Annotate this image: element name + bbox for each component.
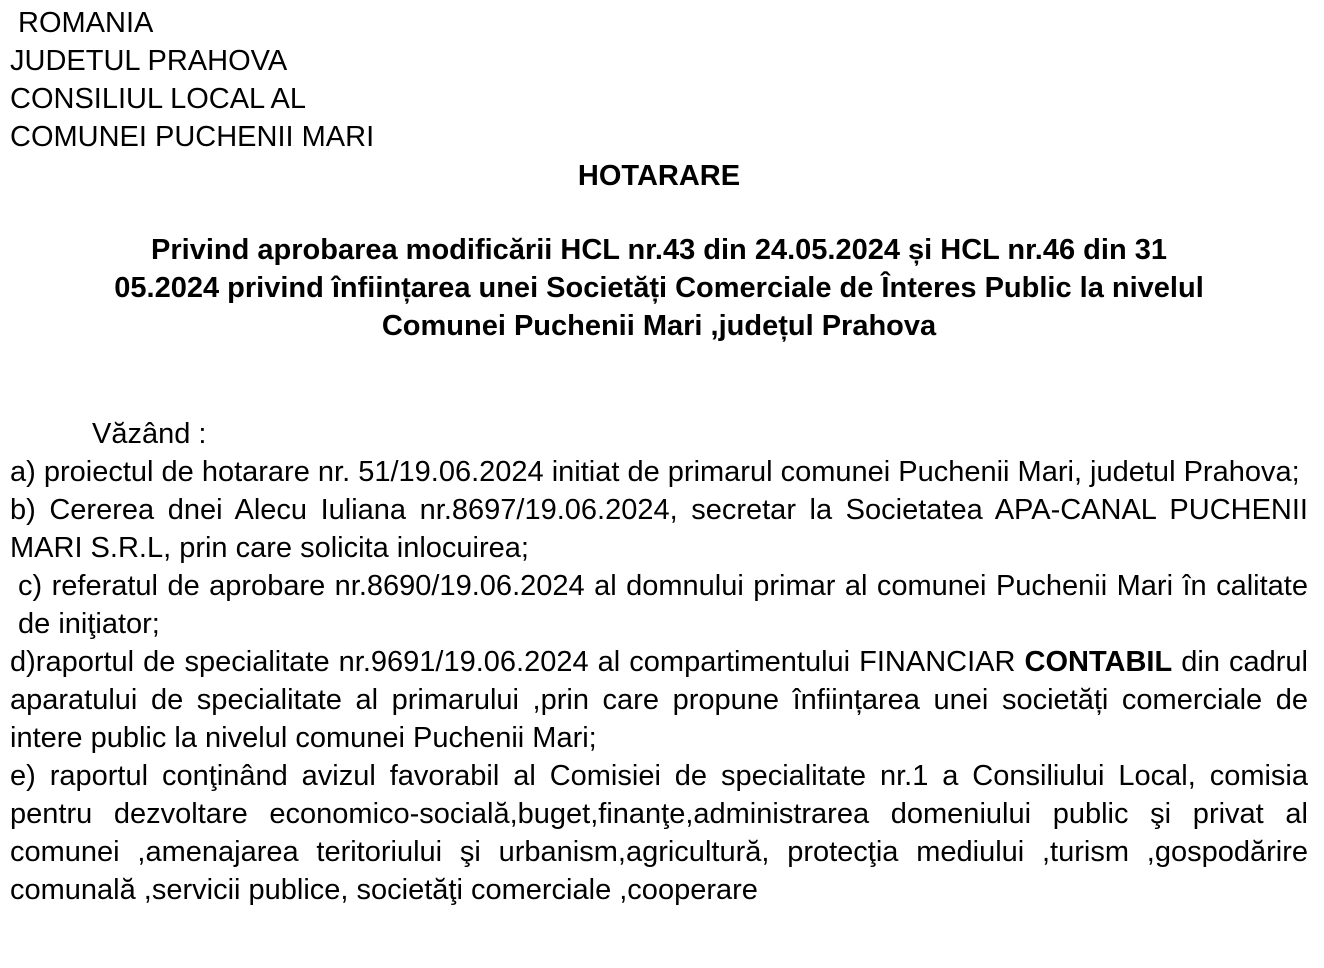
subject-line-1: Privind aprobarea modificării HCL nr.43 din 24.05.2024 și HCL nr.46 din 31 bbox=[151, 234, 1167, 266]
body-intro: Văzând : bbox=[92, 418, 207, 450]
item-d-start: d)raportul de specialitate nr.9691/19.06.2024 al compartimentului FINANCIAR bbox=[10, 646, 1025, 678]
document-body bbox=[10, 415, 1308, 909]
item-a: a) proiectul de hotarare nr. 51/19.06.2024 initiat de primarul comunei Puchenii Mari, judetul Prahova; bbox=[10, 456, 1300, 488]
item-e: e) raportul conţinând avizul favorabil al Comisiei de specialitate nr.1 a Consiliului Local, comisia pentru dezvoltare economico-socială,buget,finanţe,administrarea domeniului public şi privat al comunei ,amenajarea teritoriului şi urbanism,agricultură, protecţia mediului ,turism ,gospodărire comunală ,servicii publice, societăţi comerciale ,cooperare bbox=[10, 760, 1308, 906]
item-d bbox=[10, 643, 1308, 757]
item-d-bold: CONTABIL bbox=[1024, 646, 1173, 678]
header-council-line1: CONSILIUL LOCAL AL bbox=[10, 83, 307, 115]
item-d-end: din cadrul aparatului de specialitate al primarului ,prin care propune înființarea unei societăți comerciale de intere public la nivelul comunei Puchenii Mari; bbox=[10, 646, 1308, 754]
header-county: JUDETUL PRAHOVA bbox=[10, 45, 288, 77]
issuer-header bbox=[10, 4, 1308, 156]
subject-line-2: 05.2024 privind înființarea unei Societăți Comerciale de Înteres Public la nivelul bbox=[114, 272, 1204, 304]
document-title: HOTARARE bbox=[577, 160, 741, 192]
document-subject bbox=[10, 231, 1308, 345]
item-b: b) Cererea dnei Alecu Iuliana nr.8697/19.06.2024, secretar la Societatea APA-CANAL PUCHENII MARI S.R.L, prin care solicita inlocuirea; bbox=[10, 494, 1308, 564]
header-country: ROMANIA bbox=[18, 7, 154, 39]
subject-line-3: Comunei Puchenii Mari ,județul Prahova bbox=[381, 310, 937, 342]
document-page bbox=[10, 4, 1308, 909]
header-council-line2: COMUNEI PUCHENII MARI bbox=[10, 121, 375, 153]
item-c: c) referatul de aprobare nr.8690/19.06.2024 al domnului primar al comunei Puchenii Mari în calitate de iniţiator; bbox=[18, 570, 1308, 640]
